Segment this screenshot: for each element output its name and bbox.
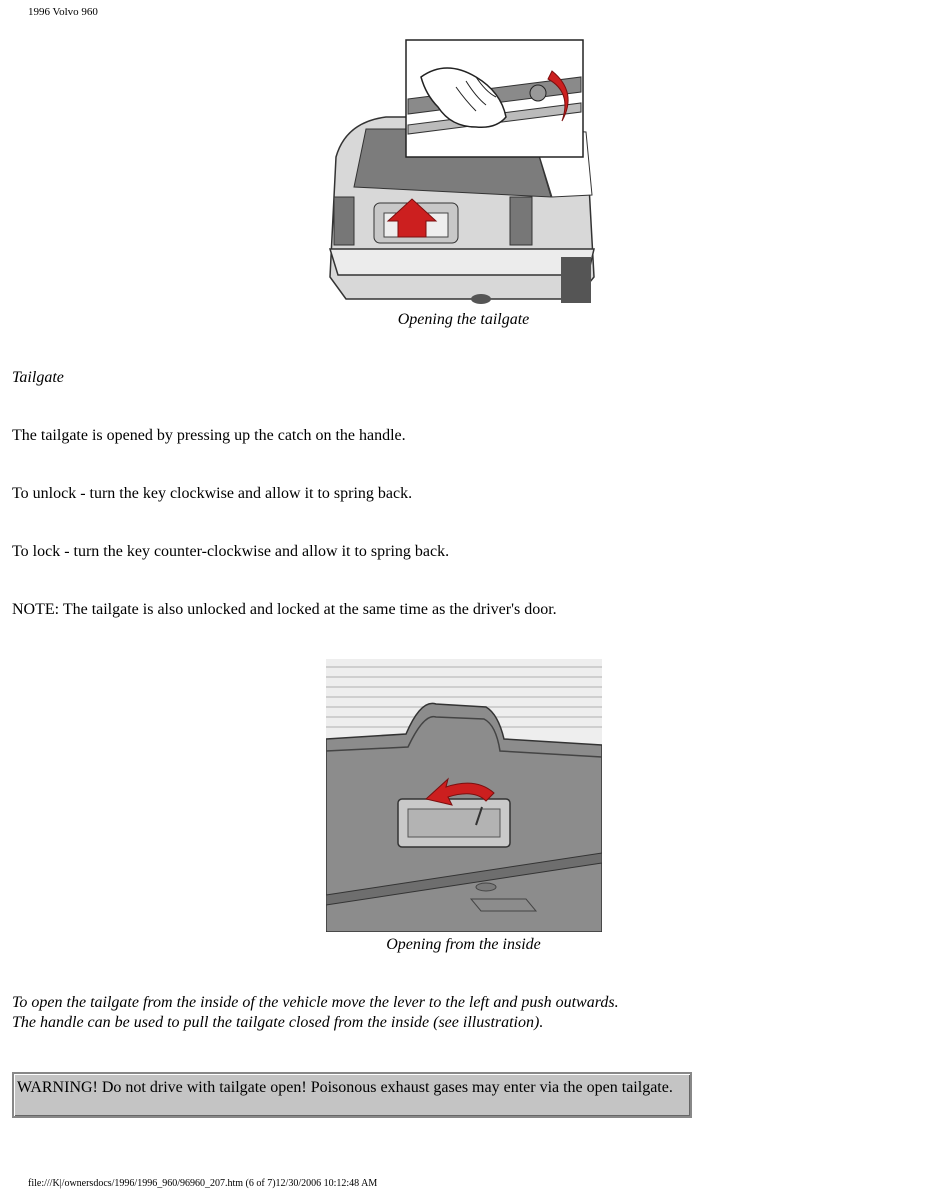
tailgate-exterior-svg bbox=[326, 37, 598, 307]
tailgate-exterior-illustration bbox=[326, 37, 598, 307]
paragraph-lock: To lock - turn the key counter-clockwise and allow it to spring back. bbox=[12, 543, 450, 560]
warning-text: WARNING! Do not drive with tailgate open! Poisonous exhaust gases may enter via the open tailgate. bbox=[17, 1079, 673, 1096]
paragraph-unlock: To unlock - turn the key clockwise and allow it to spring back. bbox=[12, 485, 413, 502]
page-footer-path: file:///K|/ownersdocs/1996/1996_960/96960_207.htm (6 of 7)12/30/2006 10:12:48 AM bbox=[28, 1178, 378, 1189]
document-header: 1996 Volvo 960 bbox=[28, 6, 98, 18]
section-heading: Tailgate bbox=[12, 369, 64, 386]
figure-caption-interior: Opening from the inside bbox=[386, 936, 541, 953]
inside-instructions-line1: To open the tailgate from the inside of the vehicle move the lever to the left and push outwards. bbox=[12, 994, 619, 1011]
figure-caption-exterior: Opening the tailgate bbox=[397, 311, 530, 328]
tailgate-interior-svg bbox=[326, 659, 602, 932]
paragraph-note: NOTE: The tailgate is also unlocked and locked at the same time as the driver's door. bbox=[12, 601, 557, 618]
warning-box bbox=[12, 1072, 692, 1118]
tailgate-interior-illustration bbox=[326, 659, 602, 932]
paragraph-open: The tailgate is opened by pressing up the catch on the handle. bbox=[12, 427, 406, 444]
inside-instructions-line2: The handle can be used to pull the tailgate closed from the inside (see illustration). bbox=[12, 1014, 544, 1031]
